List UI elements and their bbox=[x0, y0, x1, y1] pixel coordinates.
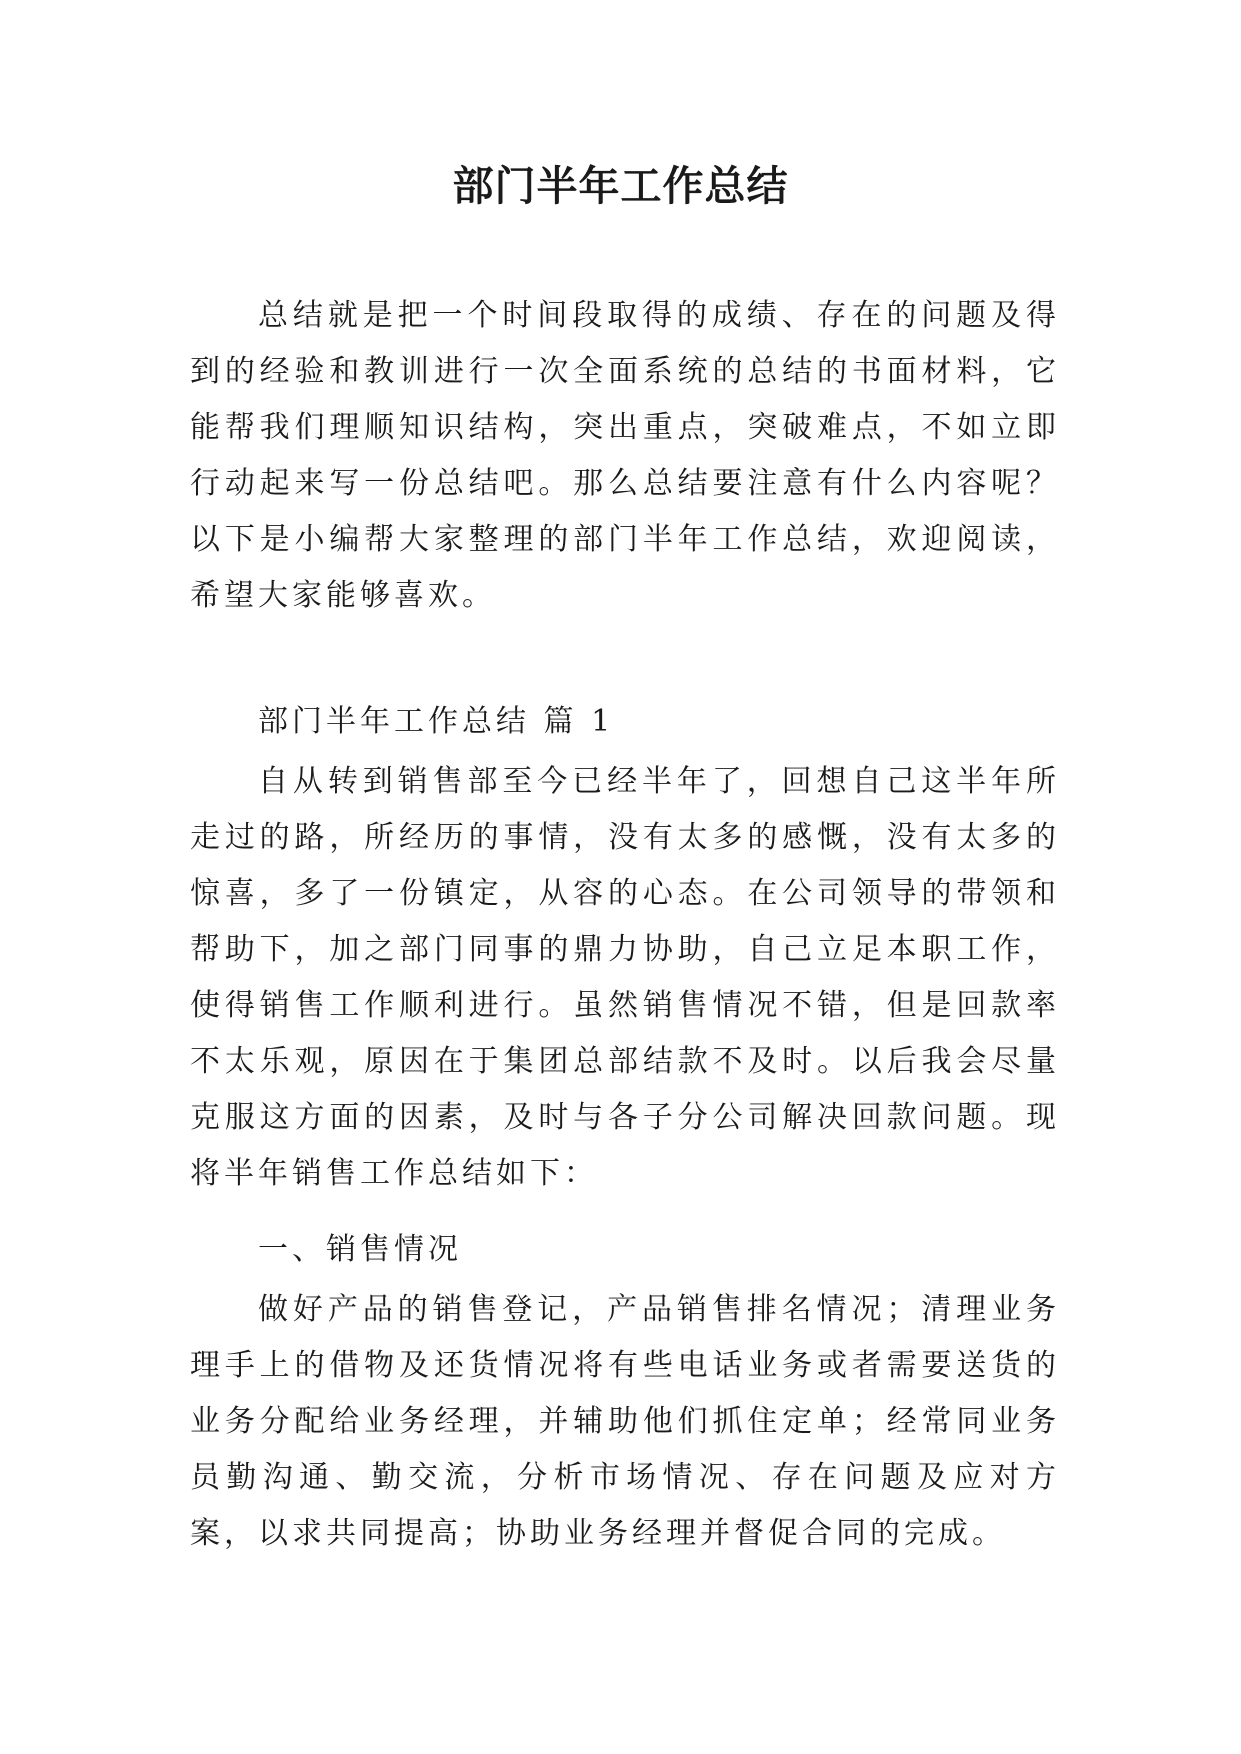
body-paragraph-2: 做好产品的销售登记，产品销售排名情况；清理业务理手上的借物及还货情况将有些电话业务或者需要送货的业务分配给业务经理，并辅助他们抓住定单；经常同业务员勤沟通、勤交流，分析市场情况、存在问题及应对方案，以求共同提高；协助业务经理并督促合同的完成。 bbox=[190, 1292, 1060, 1551]
document-title: 部门半年工作总结 bbox=[452, 162, 789, 210]
intro-paragraph: 总结就是把一个时间段取得的成绩、存在的问题及得到的经验和教训进行一次全面系统的总结的书面材料，它能帮我们理顺知识结构，突出重点，突破难点，不如立即行动起来写一份总结吧。那么总结要注意有什么内容呢？以下是小编帮大家整理的部门半年工作总结，欢迎阅读，希望大家能够喜欢。 bbox=[190, 298, 1060, 613]
body-paragraph-1: 自从转到销售部至今已经半年了，回想自己这半年所走过的路，所经历的事情，没有太多的感慨，没有太多的惊喜，多了一份镇定，从容的心态。在公司领导的带领和帮助下，加之部门同事的鼎力协助，自己立足本职工作，使得销售工作顺利进行。虽然销售情况不错，但是回款率不太乐观，原因在于集团总部结款不及时。以后我会尽量克服这方面的因素，及时与各子分公司解决回款问题。现将半年销售工作总结如下： bbox=[190, 764, 1060, 1191]
section-heading-sales: 一、销售情况 bbox=[258, 1232, 462, 1267]
chapter-heading: 部门半年工作总结 篇 1 bbox=[258, 704, 615, 739]
